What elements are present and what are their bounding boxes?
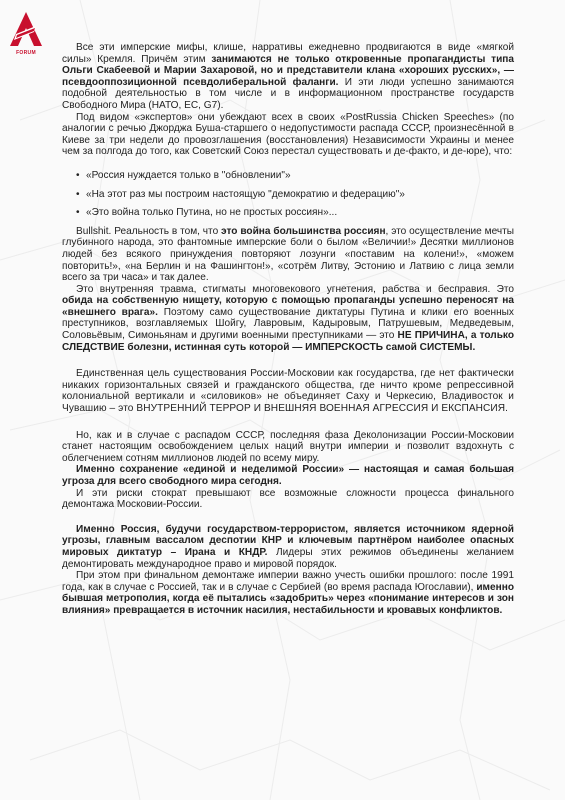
- paragraph-4: Это внутренняя травма, стигматы многовекового угнетения, рабства и бесправия. Это обида на собственную нищету, которую с помощью пропаганды успешно переносят на «внешнего врага». Поэтому само существование диктатуры Путина и клики его военных преступников, возглавляемых Шойгу, Лавровым, Кадыровым, Патрушевым, Медведевым, Соловьёвым, Симоньянам и другими военными преступниками — это НЕ ПРИЧИНА, а только СЛЕДСТВИЕ болезни, истинная суть которой — ИМПЕРСКОСТЬ самой СИСТЕМЫ.: [62, 283, 515, 353]
- paragraph-5: Единственная цель существования России-Московии как государства, где нет фактически никаких горизонтальных связей и гражданского общества, где ничто кроме репрессивной колониальной вертикали и «силовиков» не объединяет Саху и Черкесию, Владивосток и Чувашию – это ВНУТРЕННИЙ ТЕРРОР И ВНЕШНЯЯ ВОЕННАЯ АГРЕССИЯ И ЕКСПАНСИЯ.: [62, 368, 514, 415]
- logo-emblem-icon: [8, 10, 44, 50]
- paragraph-6: Но, как и в случае с распадом СССР, последняя фаза Деколонизации России-Московии станет настоящим освобождением целых наций внутри империи и позволит вздохнуть с облегчением сотням миллионов людей по всему миру.: [62, 429, 514, 464]
- list-item: • «На этот раз мы построим настоящую "демократию и федерацию"»: [76, 189, 514, 201]
- forum-logo: [8, 10, 44, 60]
- paragraph-7: Именно сохранение «единой и неделимой России» — настоящая и самая большая угроза для всего свободного мира сегодня.: [62, 464, 514, 487]
- list-item: • «Россия нуждается только в "обновлении"»: [76, 170, 514, 182]
- article-body: [62, 42, 514, 617]
- list-item: • «Это война только Путина, но не простых россиян»...: [76, 207, 514, 219]
- paragraph-3: Bullshit. Реальность в том, что это война большинства россиян, это осуществление мечты глубинного народа, это фантомные имперские боли о былом «Величии!» Десятки миллионов людей без всякого принуждения повторяют лозунги «поставим на колени!», «можем повторить!», «на Берлин и на Фашингтон!», «сотрём Литву, Эстонию и Латвию с лица земли всего за три часа» и так далее.: [62, 225, 514, 284]
- paragraph-9: Именно Россия, будучи государством-террористом, является источником ядерной угрозы, главным вассалом деспотии КНР и ключевым партнёром наиболее опасных мировых диктатур – Ирана и КНДР. Лидеры этих режимов объединены желанием демонтировать международное право и мировой порядок.: [62, 523, 514, 570]
- paragraph-1: Все эти имперские мифы, клише, нарративы ежедневно продвигаются в виде «мягкой силы» Кремля. Причём этим занимаются не только откровенные пропагандисты типа Ольги Скабеевой и Марии Захаровой, но и представители клана «хороших русских», — псевдооппозиционной псевдолиберальной фаланги. И эти люди успешно занимаются подобной деятельностью в том числе и в информационном пространстве государств Свободного Мира (НАТО, ЕС, G7).: [62, 42, 514, 111]
- logo-caption: FORUM: [16, 50, 36, 56]
- quote-list: [62, 170, 514, 219]
- paragraph-10: При этом при финальном демонтаже империи важно учесть ошибки прошлого: после 1991 года, как в случае с Россией, так и в случае с Сербией (во время распада Югославии), именно бывшая метрополия, когда её пытались «задобрить» через «понимание интересов и зон влияния» превращается в источник насилия, нестабильности и кровавых конфликтов.: [62, 570, 514, 616]
- paragraph-8: И эти риски стократ превышают все возможные сложности процесса финального демонтажа Московии-России.: [62, 487, 514, 511]
- paragraph-2: Под видом «экспертов» они убеждают всех в своих «PostRussia Chicken Speeches» (по аналогии с речью Джорджа Буша-старшего о недопустимости распада СССР, произнесённой в Киеве за три недели до провозглашения (восстановления) Независимости Украины и менее чем за полгода до того, как Советский Союз перестал существовать и де-факто, и де-юре), что:: [62, 111, 514, 158]
